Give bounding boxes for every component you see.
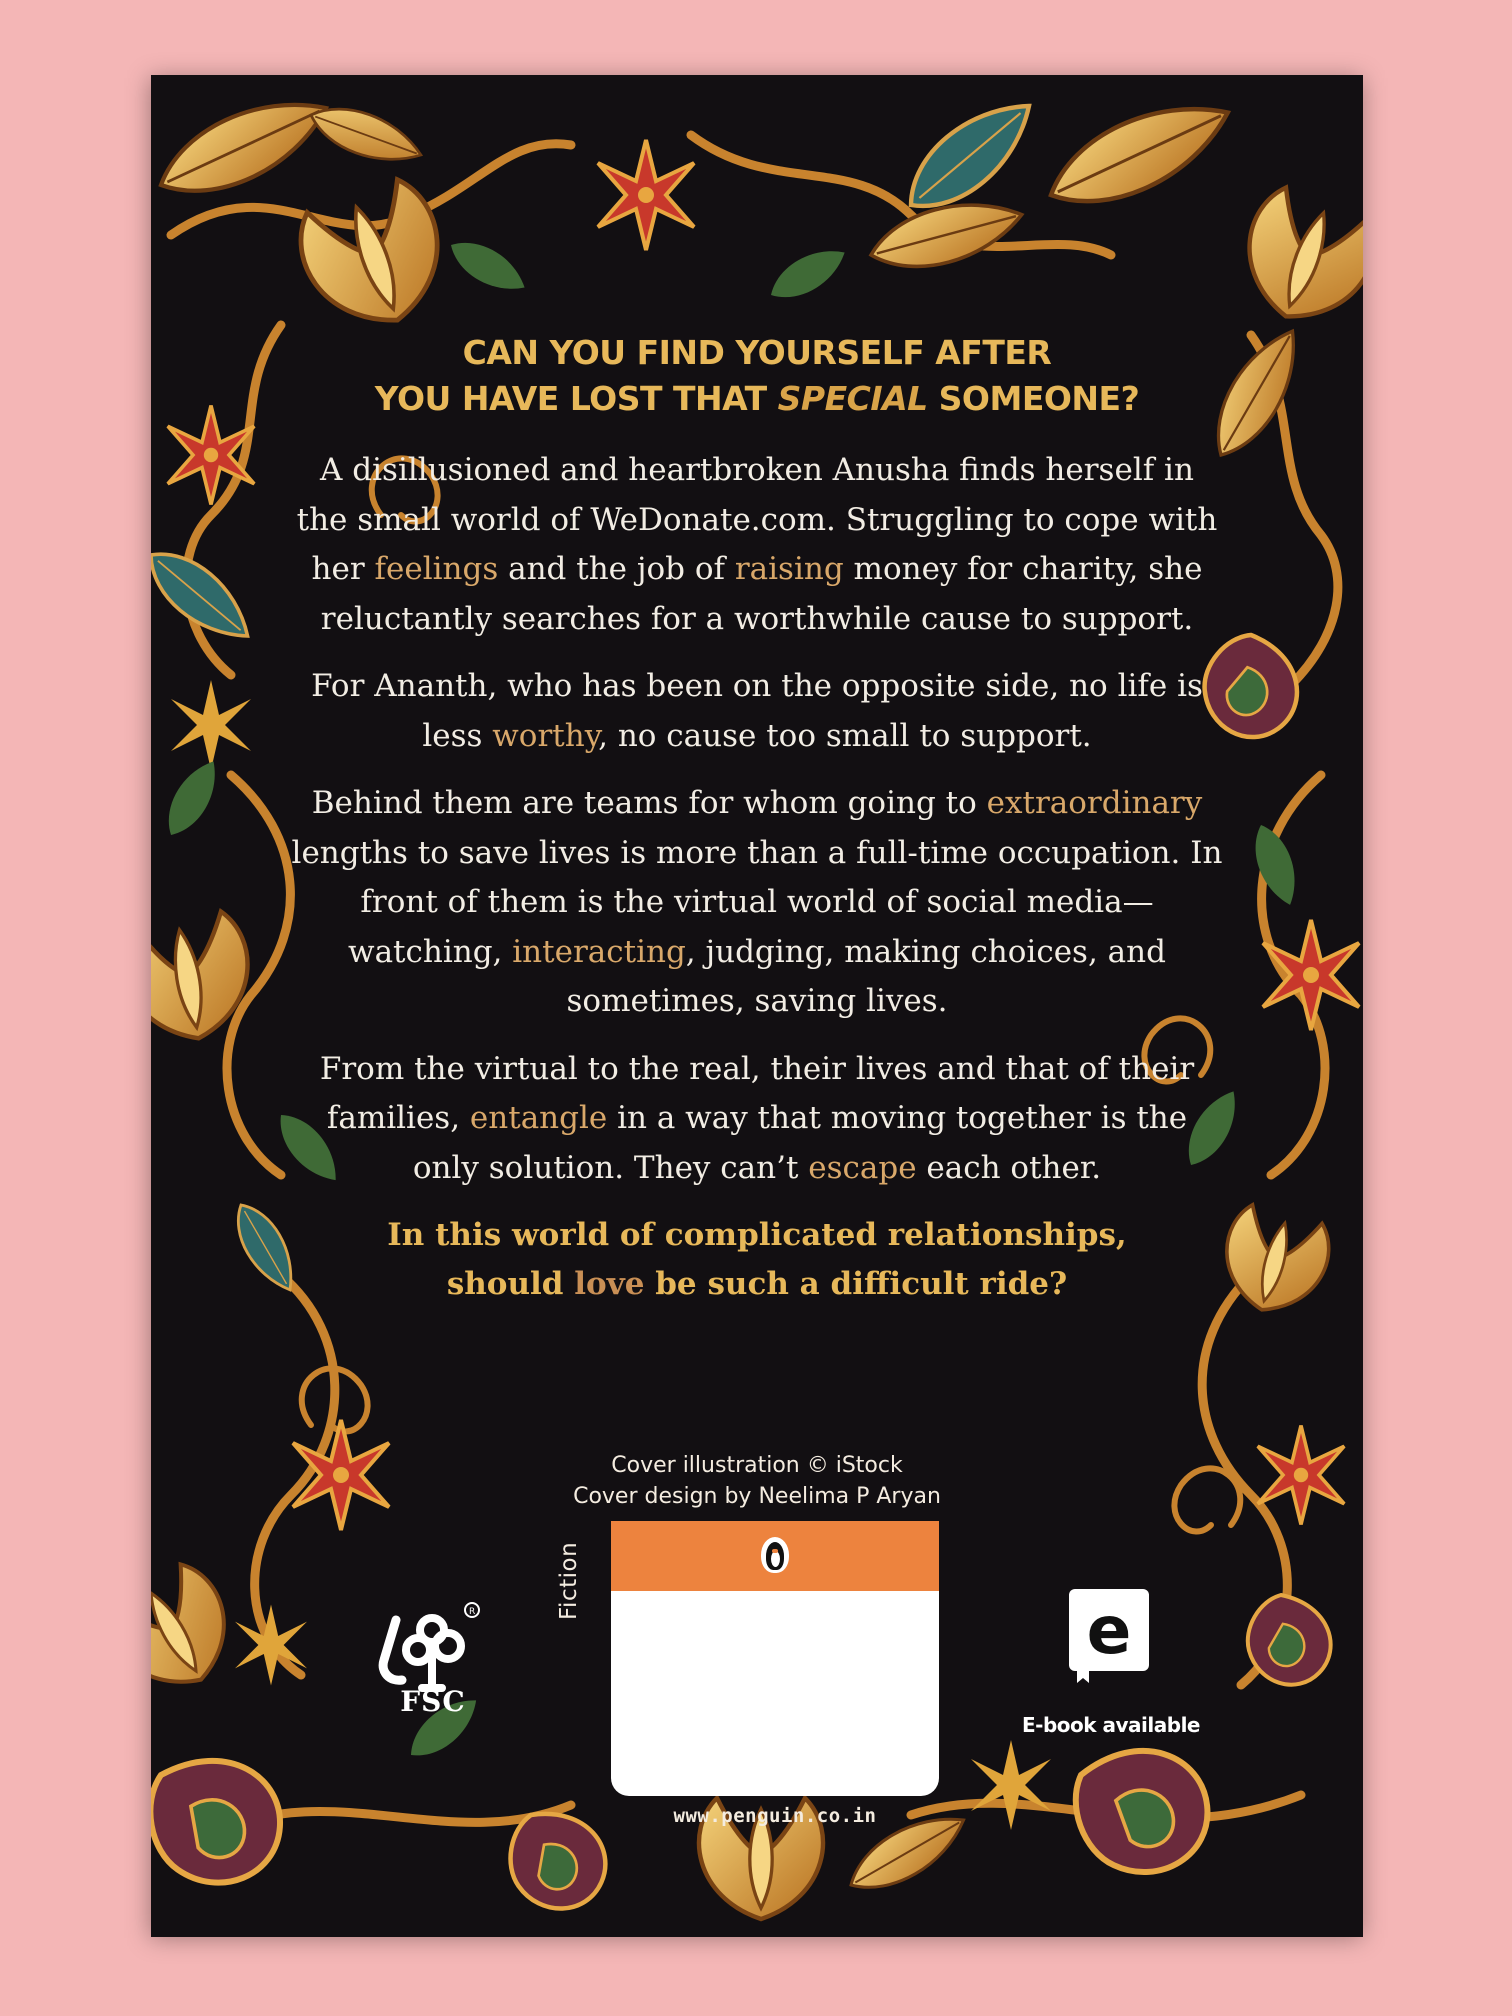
blurb-paragraph-2 [291, 662, 1223, 761]
tagline-line-2-start: YOU HAVE LOST THAT [374, 379, 778, 418]
design-credit: Cover design by Neelima P Aryan [573, 1484, 941, 1509]
publisher-website: www.penguin.co.in [673, 1805, 877, 1827]
closing-question [291, 1211, 1223, 1309]
p3-text-c: lengths to save lives is more than a full-time occupation. In front of them is the virtual world of social media—watching, [291, 834, 1223, 970]
book-back-cover [151, 75, 1363, 1937]
p4-text-e: each other. [916, 1149, 1102, 1186]
fsc-label: FSC [400, 1685, 466, 1718]
p1-highlight-feelings: feelings [374, 551, 499, 587]
tagline-line-2-end: SOMEONE? [927, 379, 1140, 418]
p4-text-a: From the virtual to the real, their lives and that of their families, [319, 1050, 1195, 1136]
blurb-paragraph-1 [291, 446, 1223, 644]
blurb-paragraph-4 [291, 1045, 1223, 1194]
p3-text-a: Behind them are teams for whom going to [311, 785, 987, 821]
penguin-logo-icon [761, 1537, 789, 1573]
closing-line-2-start: should [446, 1266, 575, 1302]
ebook-available-label: E-book available [1022, 1713, 1200, 1737]
closing-line-1: In this world of complicated relationships, [387, 1217, 1127, 1253]
blurb [291, 330, 1223, 1309]
genre-label: Fiction [556, 1541, 582, 1620]
ebook-letter: e [1086, 1592, 1132, 1669]
ebook-icon [1067, 1587, 1151, 1685]
p3-highlight-extraordinary: extraordinary [986, 785, 1203, 821]
p2-text-a: For Ananth, who has been on the opposite side, no life is less [311, 668, 1203, 754]
p2-highlight-worthy: worthy [492, 717, 599, 754]
p3-highlight-interacting: interacting [512, 933, 686, 970]
p1-text-a: A disillusioned and heartbroken Anusha finds herself in the small world of WeDonate.com. Struggling to cope with her [296, 452, 1218, 587]
closing-line-2 [291, 1260, 1223, 1309]
p2-text-c: , no cause too small to support. [598, 717, 1092, 754]
p1-highlight-raising: raising [734, 551, 844, 587]
tagline-line-1: CAN YOU FIND YOURSELF AFTER [462, 333, 1052, 372]
p1-text-e: money for charity, she reluctantly searches for a worthwhile cause to support. [320, 551, 1203, 637]
tagline-line-2 [291, 376, 1223, 422]
illustration-credit: Cover illustration © iStock [611, 1453, 903, 1478]
svg-text:R: R [469, 1607, 476, 1617]
barcode-area [611, 1521, 939, 1796]
tagline-special-word: SPECIAL [777, 379, 928, 418]
blurb-paragraph-3 [291, 779, 1223, 1027]
p4-text-c: in a way that moving together is the only solution. They can’t [412, 1100, 1188, 1186]
tagline-headline [291, 330, 1223, 422]
p4-highlight-escape: escape [808, 1149, 917, 1186]
publisher-band [611, 1521, 939, 1591]
p3-text-e: , judging, making choices, and sometimes, saving lives. [566, 933, 1166, 1019]
p4-highlight-entangle: entangle [469, 1100, 608, 1136]
p1-text-c: and the job of [498, 551, 735, 587]
closing-line-2-end: be such a difficult ride? [644, 1266, 1068, 1302]
closing-highlight-love: love [574, 1266, 645, 1302]
